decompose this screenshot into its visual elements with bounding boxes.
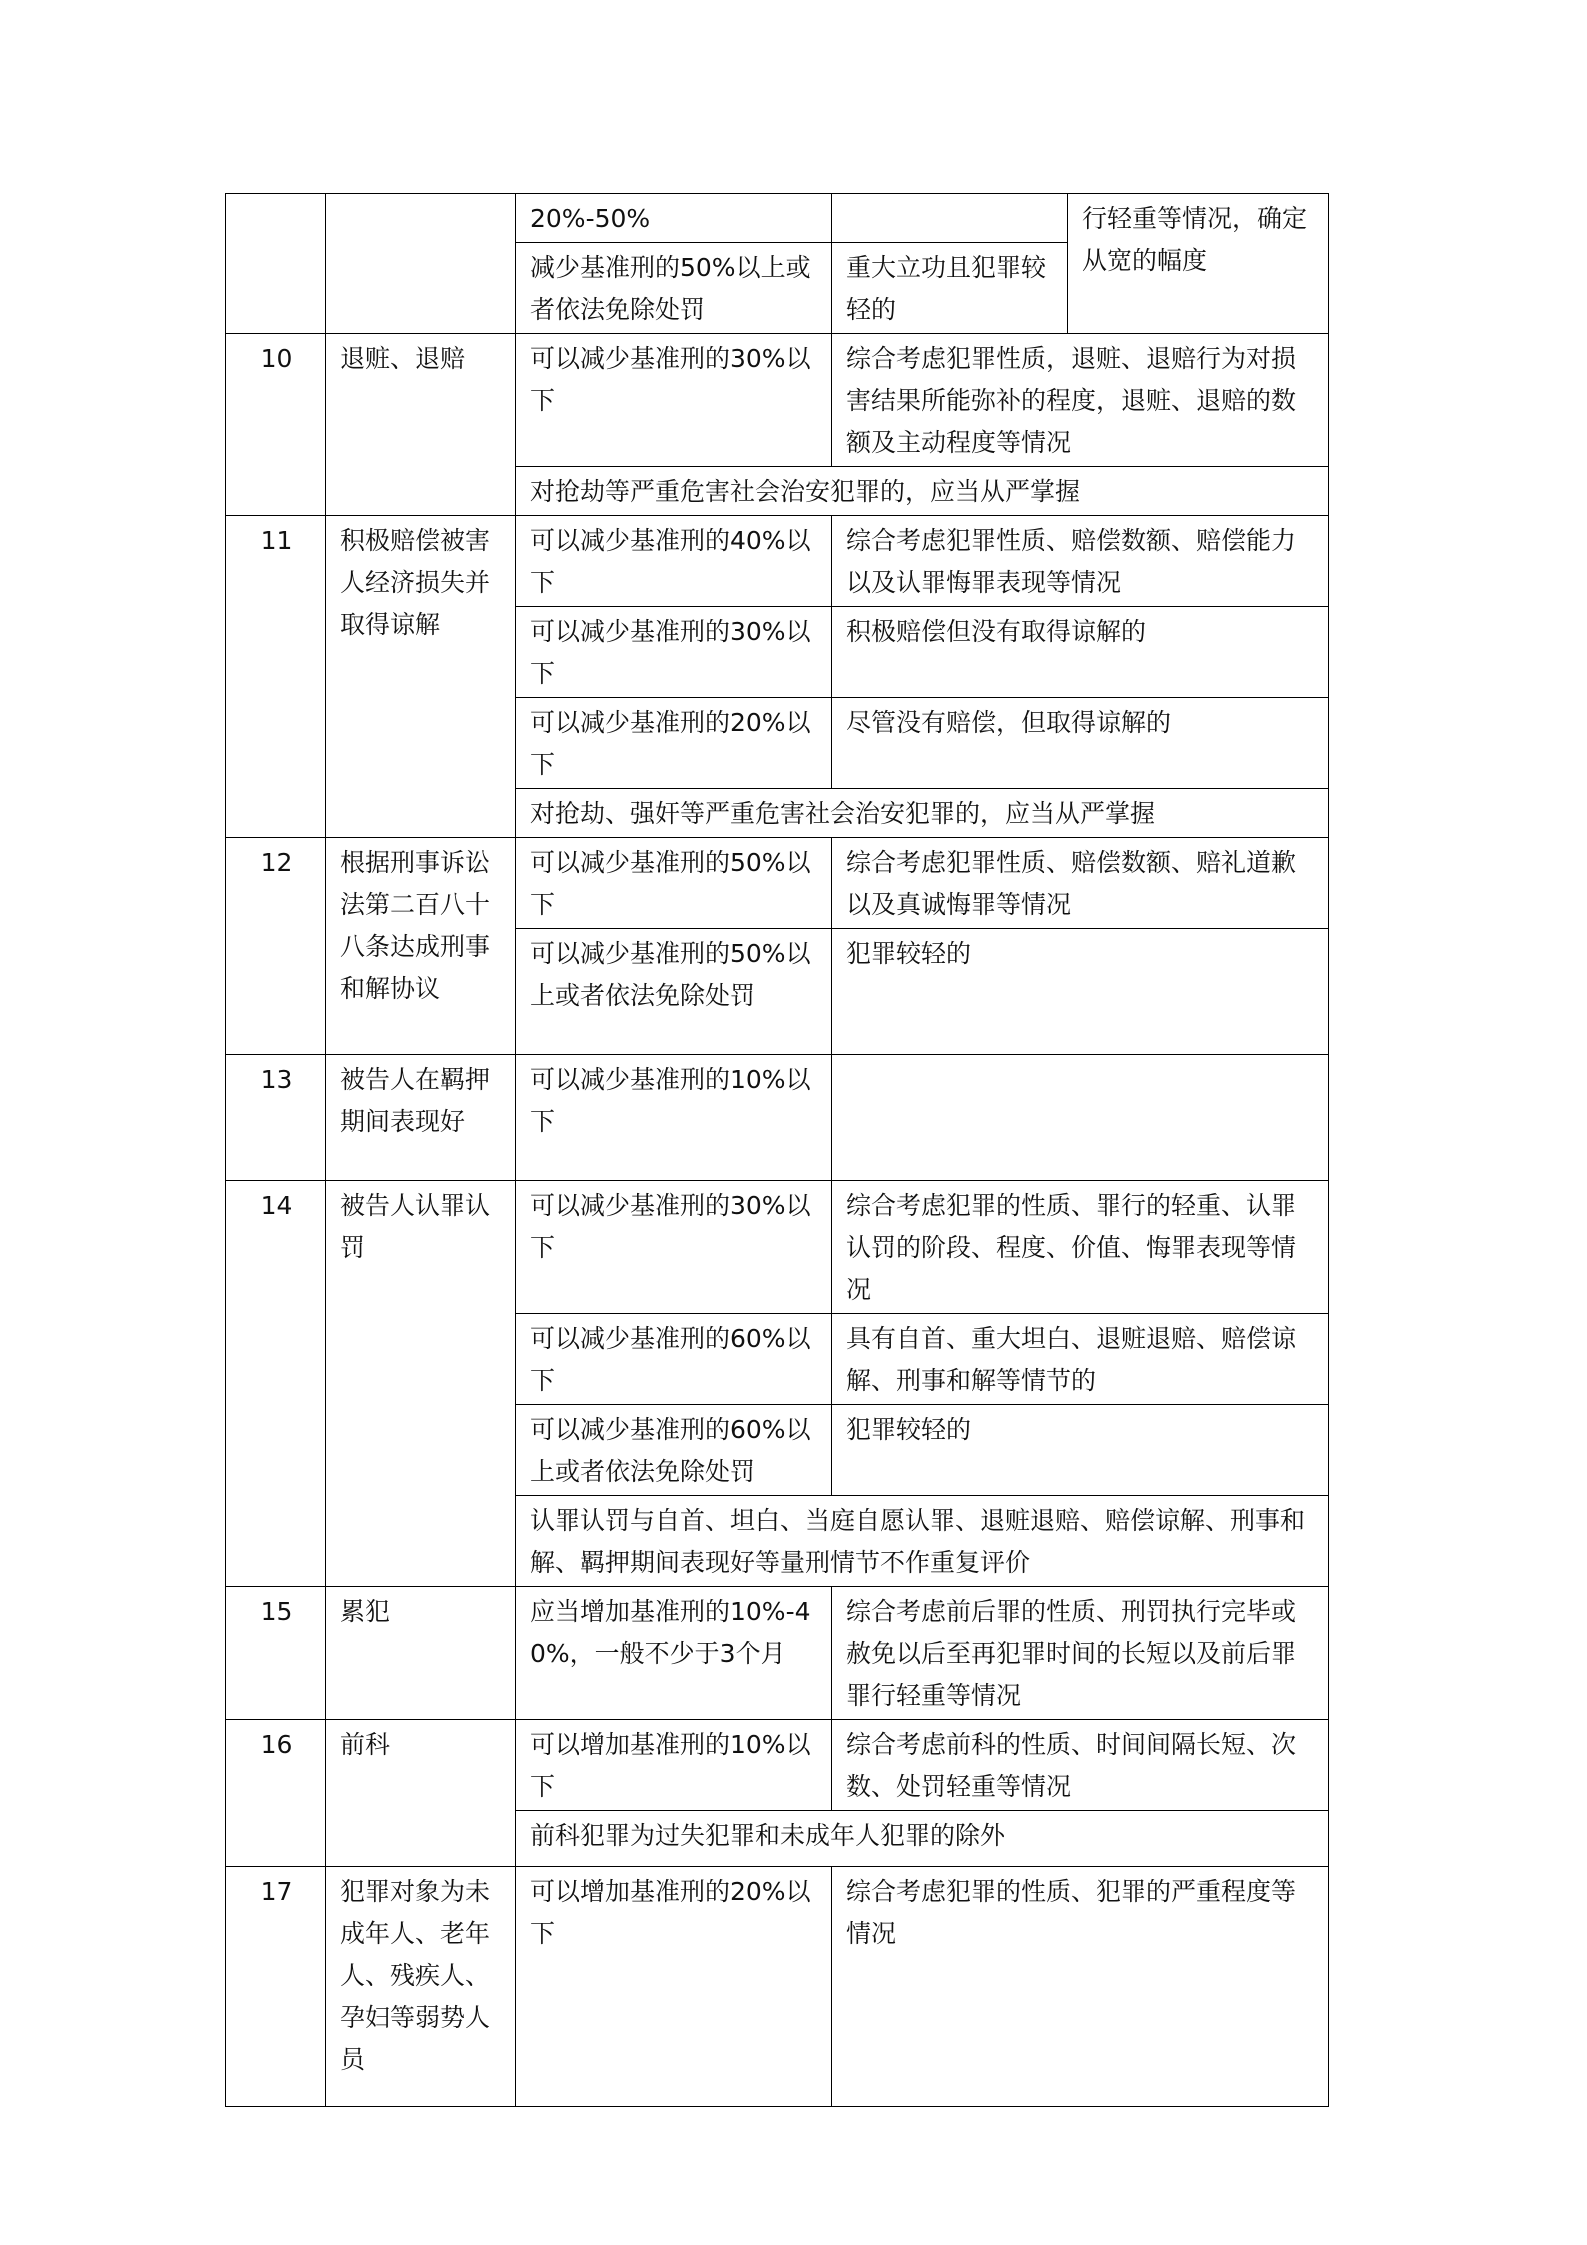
note-cell: 认罪认罚与自首、坦白、当庭自愿认罪、退赃退赔、赔偿谅解、刑事和解、羁押期间表现好等量刑情节不作重复评价 (516, 1496, 1329, 1587)
circumstance-name: 根据刑事诉讼法第二百八十八条达成刑事和解协议 (326, 838, 516, 1055)
condition-cell: 综合考虑犯罪性质、赔偿数额、赔偿能力以及认罪悔罪表现等情况 (832, 516, 1329, 607)
adjustment-cell: 20%-50% (516, 194, 832, 243)
number-cell (226, 194, 326, 334)
circumstance-name: 积极赔偿被害人经济损失并取得谅解 (326, 516, 516, 838)
adjustment-cell: 可以减少基准刑的40%以下 (516, 516, 832, 607)
row-number: 11 (226, 516, 326, 838)
condition-cell: 尽管没有赔偿，但取得谅解的 (832, 698, 1329, 789)
adjustment-cell: 应当增加基准刑的10%-40%，一般不少于3个月 (516, 1587, 832, 1720)
adjustment-cell: 减少基准刑的50%以上或者依法免除处罚 (516, 243, 832, 334)
condition-cell: 重大立功且犯罪较轻的 (832, 243, 1068, 334)
adjustment-cell: 可以减少基准刑的30%以下 (516, 1181, 832, 1314)
condition-cell (832, 1055, 1329, 1181)
circumstance-name: 退赃、退赔 (326, 334, 516, 516)
circumstance-name: 前科 (326, 1720, 516, 1867)
adjustment-cell: 可以减少基准刑的50%以下 (516, 838, 832, 929)
condition-cell (832, 194, 1068, 243)
condition-cell: 犯罪较轻的 (832, 929, 1329, 1055)
adjustment-cell: 可以增加基准刑的20%以下 (516, 1867, 832, 2107)
circumstance-name: 累犯 (326, 1587, 516, 1720)
row-number: 14 (226, 1181, 326, 1587)
condition-cell: 综合考虑犯罪的性质、罪行的轻重、认罪认罚的阶段、程度、价值、悔罪表现等情况 (832, 1181, 1329, 1314)
note-cell: 前科犯罪为过失犯罪和未成年人犯罪的除外 (516, 1811, 1329, 1867)
table-row (226, 516, 1329, 607)
adjustment-cell: 可以减少基准刑的60%以下 (516, 1314, 832, 1405)
note-cell: 对抢劫、强奸等严重危害社会治安犯罪的，应当从严掌握 (516, 789, 1329, 838)
table-row (226, 194, 1329, 243)
row-number: 17 (226, 1867, 326, 2107)
table-row (226, 1587, 1329, 1720)
adjustment-cell: 可以减少基准刑的50%以上或者依法免除处罚 (516, 929, 832, 1055)
condition-cell: 综合考虑前后罪的性质、刑罚执行完毕或赦免以后至再犯罪时间的长短以及前后罪罪行轻重等情况 (832, 1587, 1329, 1720)
table-row (226, 1720, 1329, 1811)
row-number: 16 (226, 1720, 326, 1867)
adjustment-cell: 可以减少基准刑的60%以上或者依法免除处罚 (516, 1405, 832, 1496)
adjustment-cell: 可以增加基准刑的10%以下 (516, 1720, 832, 1811)
table-row (226, 334, 1329, 467)
note-cell: 对抢劫等严重危害社会治安犯罪的，应当从严掌握 (516, 467, 1329, 516)
circumstance-name: 被告人在羁押期间表现好 (326, 1055, 516, 1181)
row-number: 13 (226, 1055, 326, 1181)
row-number: 15 (226, 1587, 326, 1720)
condition-cell: 综合考虑犯罪性质，退赃、退赔行为对损害结果所能弥补的程度，退赃、退赔的数额及主动程度等情况 (832, 334, 1329, 467)
row-number: 12 (226, 838, 326, 1055)
condition-cell: 积极赔偿但没有取得谅解的 (832, 607, 1329, 698)
adjustment-cell: 可以减少基准刑的30%以下 (516, 607, 832, 698)
condition-cell: 综合考虑犯罪的性质、犯罪的严重程度等情况 (832, 1867, 1329, 2107)
condition-cell: 综合考虑犯罪性质、赔偿数额、赔礼道歉以及真诚悔罪等情况 (832, 838, 1329, 929)
circumstance-name: 犯罪对象为未成年人、老年人、残疾人、孕妇等弱势人员 (326, 1867, 516, 2107)
remark-cell: 行轻重等情况，确定从宽的幅度 (1068, 194, 1329, 334)
condition-cell: 综合考虑前科的性质、时间间隔长短、次数、处罚轻重等情况 (832, 1720, 1329, 1811)
table-row (226, 1055, 1329, 1181)
adjustment-cell: 可以减少基准刑的20%以下 (516, 698, 832, 789)
circumstance-name: 被告人认罪认罚 (326, 1181, 516, 1587)
adjustment-cell: 可以减少基准刑的30%以下 (516, 334, 832, 467)
table-row (226, 1867, 1329, 2107)
name-cell (326, 194, 516, 334)
row-number: 10 (226, 334, 326, 516)
table-row (226, 1181, 1329, 1314)
table-row (226, 838, 1329, 929)
condition-cell: 具有自首、重大坦白、退赃退赔、赔偿谅解、刑事和解等情节的 (832, 1314, 1329, 1405)
adjustment-cell: 可以减少基准刑的10%以下 (516, 1055, 832, 1181)
condition-cell: 犯罪较轻的 (832, 1405, 1329, 1496)
sentencing-table (225, 193, 1329, 2107)
